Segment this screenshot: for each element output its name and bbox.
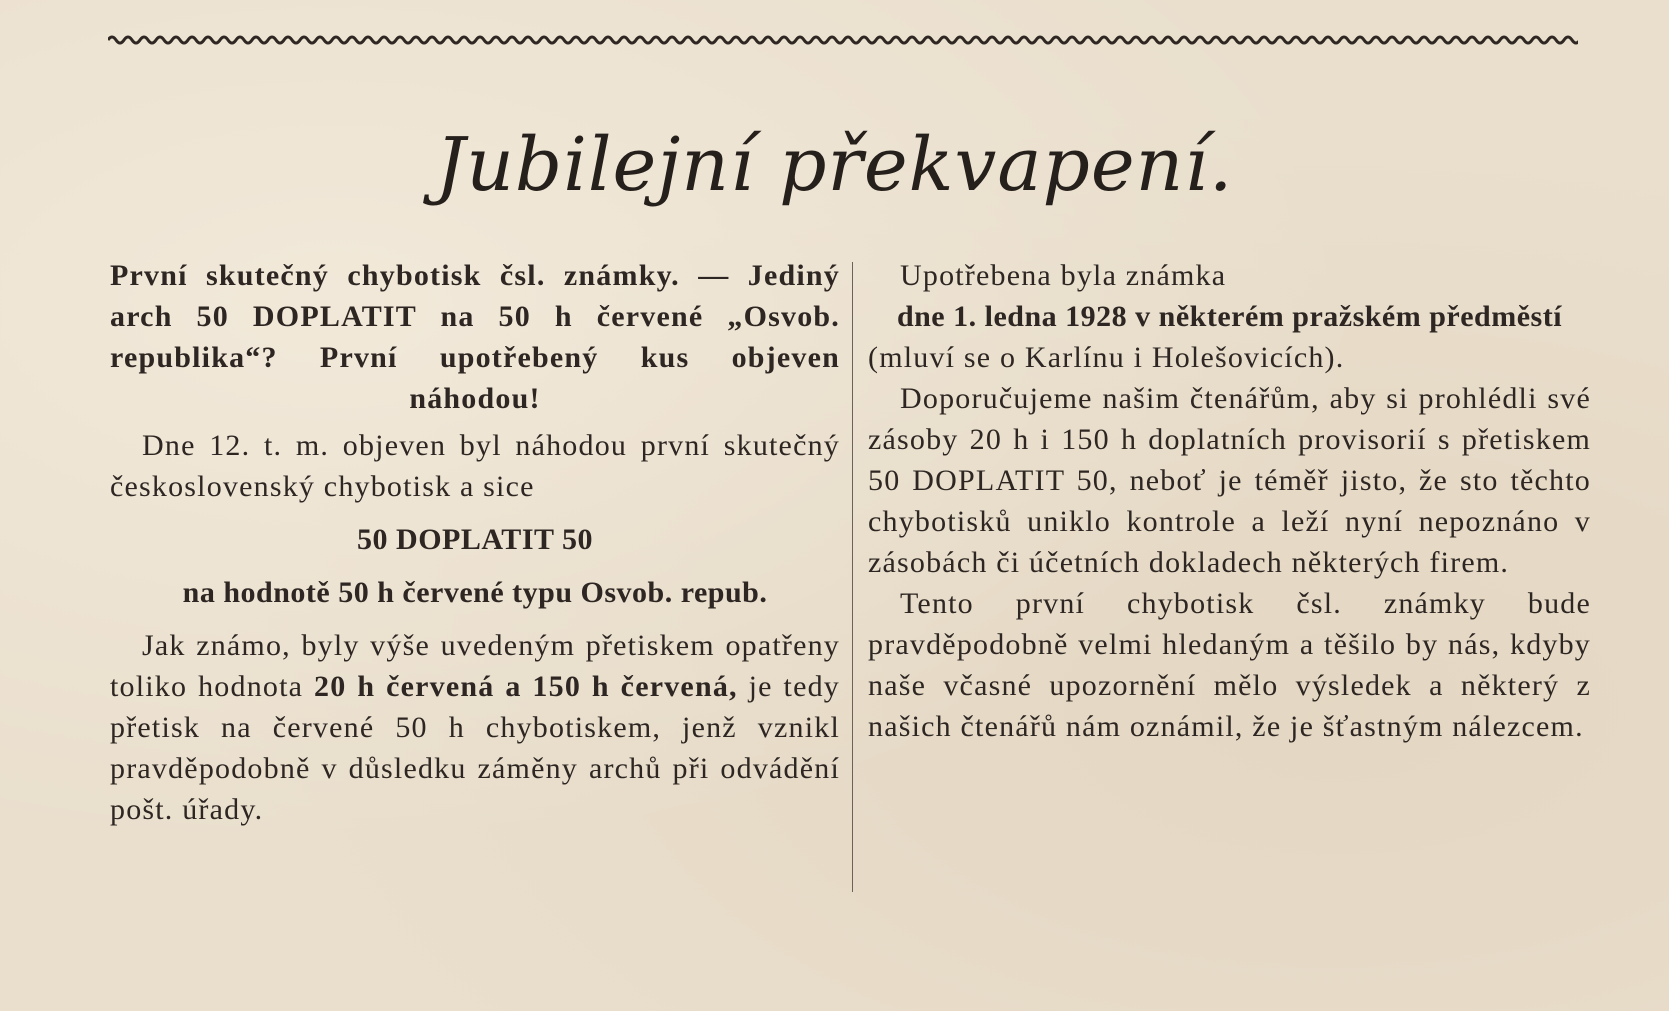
explanation-start: Jak známo, byly výše uvedeným přetiskem opatřeny toliko hodnota (110, 629, 840, 703)
stamp-type-line: na hodnotě 50 h červené typu Osvob. repub. (182, 576, 768, 609)
paragraph-explanation (110, 625, 840, 830)
used-place: (mluví se o Karlínu i Holešovicích). (868, 341, 1345, 374)
column-divider (852, 262, 853, 892)
right-column (868, 255, 1591, 747)
used-intro: Upotřebena byla známka (900, 259, 1227, 292)
paragraph-discovery: Dne 12. t. m. objeven byl náhodou první skutečný československý chybotisk a sice (110, 429, 840, 503)
left-column (110, 255, 840, 830)
explanation-end: je tedy přetisk na červené 50 h chybotiskem, jenž vznikl pravděpodobně v důsledku záměny archů při odvádění pošt. úřady. (110, 670, 841, 826)
paragraph-hope: Tento první chybotisk čsl. známky bude pravděpodobně velmi hledaným a těšilo by nás, kdyby naše včasné upozornění mělo výsledek a některý z našich čtenářů nám oznámil, že je šťastným nálezcem. (868, 587, 1591, 743)
used-date: dne 1. ledna 1928 v některém pražském předměstí (896, 300, 1563, 333)
article-title: Jubilejní překvapení. (435, 122, 1234, 208)
decorative-wavy-rule (108, 30, 1578, 50)
headline: První skutečný chybotisk čsl. známky. — Jediný arch 50 DOPLATIT na 50 h červené „Osvob. republika“? První upotřebený kus objeven náhodou! (110, 259, 840, 415)
paragraph-recommendation: Doporučujeme našim čtenářům, aby si prohlédli své zásoby 20 h i 150 h doplatních provisorií s přetiskem 50 DOPLATIT 50, neboť je téměř jisto, že sto těchto chybotisků uniklo kontrole a leží nyní nepoznáno v zásobách či účetních dokladech některých firem. (868, 382, 1591, 579)
overprint-text: 50 DOPLATIT 50 (357, 523, 593, 556)
explanation-values: 20 h červená a 150 h červená, (314, 670, 738, 703)
